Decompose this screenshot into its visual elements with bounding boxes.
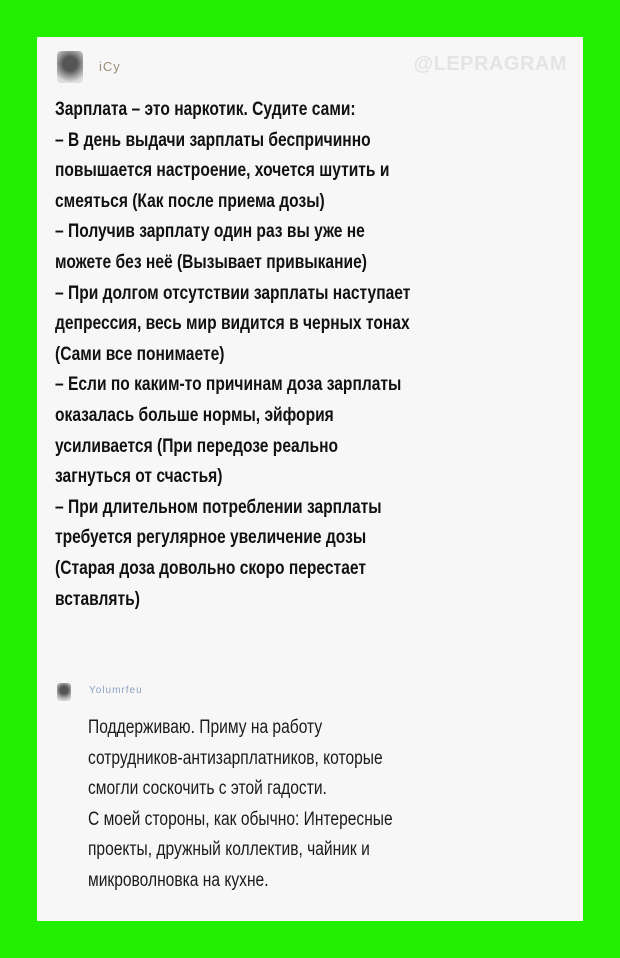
post-line: (Сами все понимаете) — [55, 343, 225, 365]
reply-text — [88, 713, 498, 897]
post-line: – В день выдачи зарплаты беспричинно — [55, 129, 371, 151]
post-line: усиливается (При передозе реально — [55, 435, 339, 457]
reply-line: С моей стороны, как обычно: Интересные — [88, 808, 393, 830]
reply-line: смогли соскочить с этой гадости. — [88, 778, 327, 800]
post-line: – Получив зарплату один раз вы уже не — [55, 221, 365, 243]
post-card — [37, 37, 583, 921]
reply-avatar[interactable] — [57, 683, 71, 701]
reply-line: сотрудников-антизарплатников, которые — [88, 747, 383, 769]
reply-line: Поддерживаю. Приму на работу — [88, 717, 323, 738]
username[interactable]: iCy — [99, 59, 121, 74]
watermark: @LEPRAGRAM — [413, 53, 567, 75]
reply-line: микроволновка на кухне. — [88, 869, 269, 891]
post-line: загнуться от счастья) — [55, 466, 223, 488]
post-line: смеяться (Как после приема дозы) — [55, 190, 325, 212]
reply-username[interactable]: Yolumrfeu — [89, 685, 143, 696]
avatar[interactable] — [57, 51, 83, 83]
post-line: Зарплата – это наркотик. Судите сами: — [55, 99, 356, 120]
post-line: – При долгом отсутствии зарплаты наступает — [55, 282, 411, 304]
post-line: требуется регулярное увеличение дозы — [55, 527, 367, 549]
post-line: – При длительном потреблении зарплаты — [55, 496, 382, 518]
post-header — [57, 49, 577, 89]
post-line: вставлять) — [55, 588, 140, 610]
post-line: депрессия, весь мир видится в черных тонах — [55, 313, 410, 335]
post-line: можете без неё (Вызывает привыкание) — [55, 251, 367, 273]
reply-header — [57, 681, 357, 705]
post-line: – Если по каким-то причинам доза зарплаты — [55, 374, 402, 396]
post-text — [55, 95, 481, 615]
reply-line: проекты, дружный коллектив, чайник и — [88, 839, 370, 861]
post-line: повышается настроение, хочется шутить и — [55, 160, 390, 182]
post-line: оказалась больше нормы, эйфория — [55, 404, 334, 426]
post-line: (Старая доза довольно скоро перестает — [55, 557, 366, 579]
